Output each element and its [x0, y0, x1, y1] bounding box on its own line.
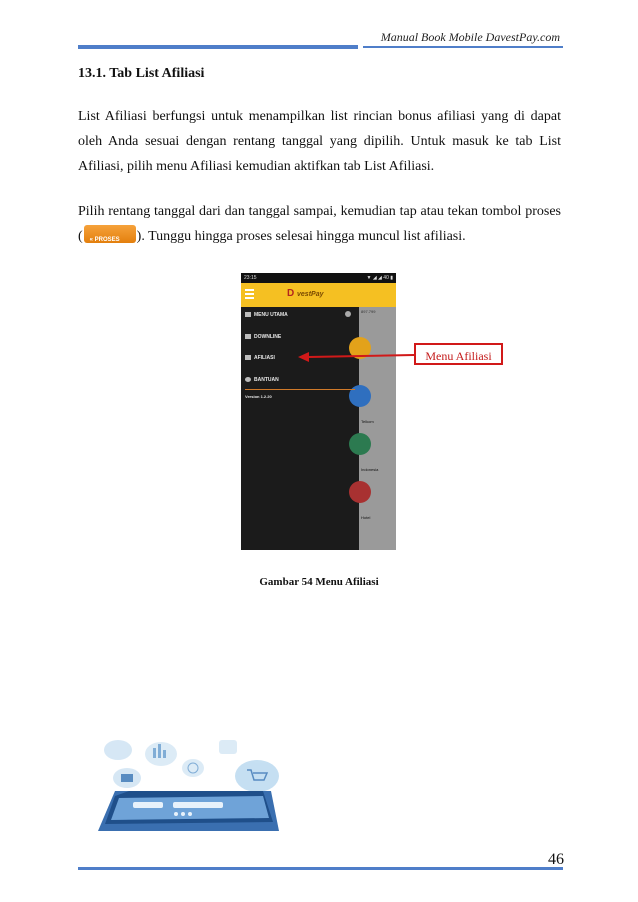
logo-letter: D — [287, 288, 295, 299]
figure-caption: Gambar 54 Menu Afiliasi — [259, 576, 379, 588]
paragraph-text-after: ). Tunggu hingga proses selesai hingga muncul list afiliasi. — [136, 229, 466, 244]
monitor-icon — [245, 312, 251, 317]
proses-button-image — [84, 225, 136, 243]
footer-rule — [78, 867, 563, 870]
app-version: Version 1.2.20 — [245, 394, 272, 399]
network-icon — [245, 334, 251, 339]
header-rule-thin — [363, 46, 563, 48]
header-rule-thick — [78, 45, 358, 49]
nav-drawer — [241, 307, 359, 550]
menu-item-downline[interactable] — [245, 334, 281, 340]
side-label-3: Indonesia — [361, 467, 379, 472]
paragraph-text-before: Pilih rentang tanggal dari dan tanggal sampai, kemudian tap atau tekan tombol proses ( — [78, 204, 561, 244]
side-label-2: Telkom — [361, 419, 374, 424]
menu-item-menu-utama[interactable] — [245, 312, 288, 318]
question-icon — [245, 377, 251, 382]
menu-item-label: DOWNLINE — [254, 334, 282, 340]
tablet-cloud-illustration-icon — [93, 736, 283, 836]
proses-button-label: « PROSES — [89, 237, 120, 243]
menu-item-afiliasi[interactable] — [245, 355, 275, 361]
menu-item-label: AFILIASI — [254, 355, 275, 361]
page-number: 46 — [548, 851, 564, 868]
phone-screenshot — [241, 273, 396, 550]
status-time: 23:15 — [244, 275, 257, 281]
drawer-divider — [245, 389, 355, 390]
paragraph-instructions — [78, 199, 561, 249]
arrow-icon — [298, 350, 414, 364]
content-circle-3 — [349, 433, 371, 455]
menu-item-label: MENU UTAMA — [254, 312, 288, 318]
hamburger-icon — [245, 289, 254, 299]
running-header: Manual Book Mobile DavestPay.com — [380, 30, 560, 44]
menu-item-label: BANTUAN — [254, 377, 279, 383]
megaphone-icon — [245, 355, 251, 360]
menu-item-bantuan[interactable] — [245, 377, 279, 383]
gear-icon[interactable] — [345, 311, 351, 317]
section-heading: 13.1. Tab List Afiliasi — [78, 66, 205, 81]
side-label-1: 897.799 — [361, 309, 376, 314]
status-icons: ▼ ◢ ◢ 40 ▮ — [366, 275, 393, 281]
logo-script: vest — [297, 291, 312, 298]
side-label-4: Hotel — [361, 515, 371, 520]
paragraph-intro: List Afiliasi berfungsi untuk menampilkan list rincian bonus afiliasi yang di dapat oleh Anda sesuai dengan rentang tanggal yang dipilih. Untuk masuk ke tab List Afiliasi, pilih menu Afiliasi kemudian aktifkan tab List Afiliasi. — [78, 109, 561, 174]
logo-pay: Pay — [311, 291, 324, 298]
app-logo — [287, 288, 324, 299]
callout-menu-afiliasi: Menu Afiliasi — [414, 343, 503, 365]
content-circle-4 — [349, 481, 371, 503]
app-bar — [241, 283, 396, 307]
status-bar — [241, 273, 396, 283]
